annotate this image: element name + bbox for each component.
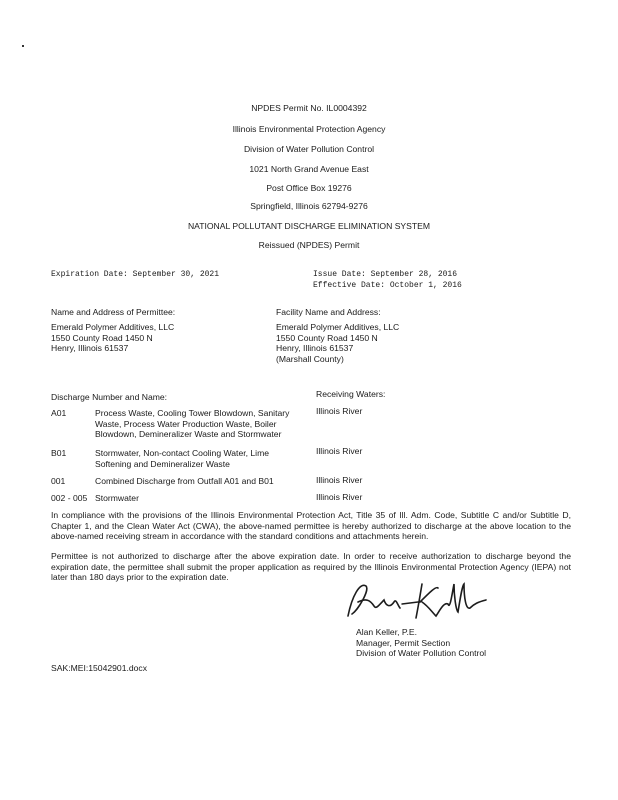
facility-address (276, 322, 399, 364)
permittee-address (51, 322, 174, 354)
outfall-description: Stormwater (95, 493, 139, 503)
discharge-heading: Discharge Number and Name: (51, 392, 168, 402)
facility-heading: Facility Name and Address: (276, 307, 381, 317)
street-address: 1021 North Grand Avenue East (249, 164, 369, 174)
system-title: NATIONAL POLLUTANT DISCHARGE ELIMINATION SYSTEM (187, 221, 431, 231)
receiving-water: Illinois River (316, 406, 363, 416)
facility-line: Henry, Illinois 61537 (276, 343, 354, 354)
permittee-line: Henry, Illinois 61537 (51, 343, 129, 354)
outfall-number: 001 (51, 476, 66, 486)
receiving-water: Illinois River (316, 492, 363, 502)
receiving-waters-heading: Receiving Waters: (316, 389, 386, 399)
facility-line: Emerald Polymer Additives, LLC (276, 322, 400, 332)
outfall-description: Combined Discharge from Outfall A01 and B01 (95, 476, 274, 486)
permittee-line: Emerald Polymer Additives, LLC (51, 322, 175, 332)
compliance-paragraph: In compliance with the provisions of the Illinois Environmental Protection Act, Title 35 of Ill. Adm. Code, Subtitle C and/or Subtitle D, Chapter 1, and the Clean Water Act (CWA), the above-named permittee is hereby authorized to discharge at the above location to the above-named receiving stream in accordance with the standard conditions and attachments herein. (51, 510, 571, 542)
facility-line: (Marshall County) (276, 353, 344, 364)
agency-name: Illinois Environmental Protection Agency (232, 124, 386, 134)
signer-division: Division of Water Pollution Control (356, 648, 487, 659)
scan-speck (22, 45, 24, 47)
facility-line: 1550 County Road 1450 N (276, 332, 378, 343)
outfall-description: Stormwater, Non-contact Cooling Water, Lime Softening and Demineralizer Waste (95, 448, 270, 469)
expiration-paragraph: Permittee is not authorized to discharge after the above expiration date. In order to receive authorization to discharge beyond the expiration date, the permittee shall submit the proper application as required by the Illinois Environmental Protection Agency (IEPA) not later than 180 days prior to the expiration date. (51, 551, 571, 583)
permittee-line: 1550 County Road 1450 N (51, 332, 153, 343)
effective-date: Effective Date: October 1, 2016 (313, 281, 462, 290)
division-name: Division of Water Pollution Control (243, 144, 375, 154)
signature-image (340, 576, 490, 626)
permit-number: NPDES Permit No. IL0004392 (251, 103, 367, 113)
expiration-date: Expiration Date: September 30, 2021 (51, 270, 220, 279)
signature-block (356, 627, 486, 659)
outfall-description: Process Waste, Cooling Tower Blowdown, Sanitary Waste, Process Water Production Waste, Boiler Blowdown, Demineralizer Waste and Stormwater (95, 408, 290, 440)
signer-title: Manager, Permit Section (356, 637, 451, 648)
city-state-zip: Springfield, Illinois 62794-9276 (250, 201, 368, 211)
outfall-number: B01 (51, 448, 67, 458)
receiving-water: Illinois River (316, 475, 363, 485)
permit-type: Reissued (NPDES) Permit (258, 240, 360, 250)
file-reference: SAK:MEI:15042901.docx (51, 663, 148, 673)
issue-date: Issue Date: September 28, 2016 (313, 270, 458, 279)
permittee-heading: Name and Address of Permittee: (51, 307, 176, 317)
po-box: Post Office Box 19276 (266, 183, 352, 193)
outfall-number: A01 (51, 408, 67, 418)
signer-name: Alan Keller, P.E. (356, 627, 417, 637)
receiving-water: Illinois River (316, 446, 363, 456)
outfall-number: 002 - 005 (51, 493, 88, 503)
